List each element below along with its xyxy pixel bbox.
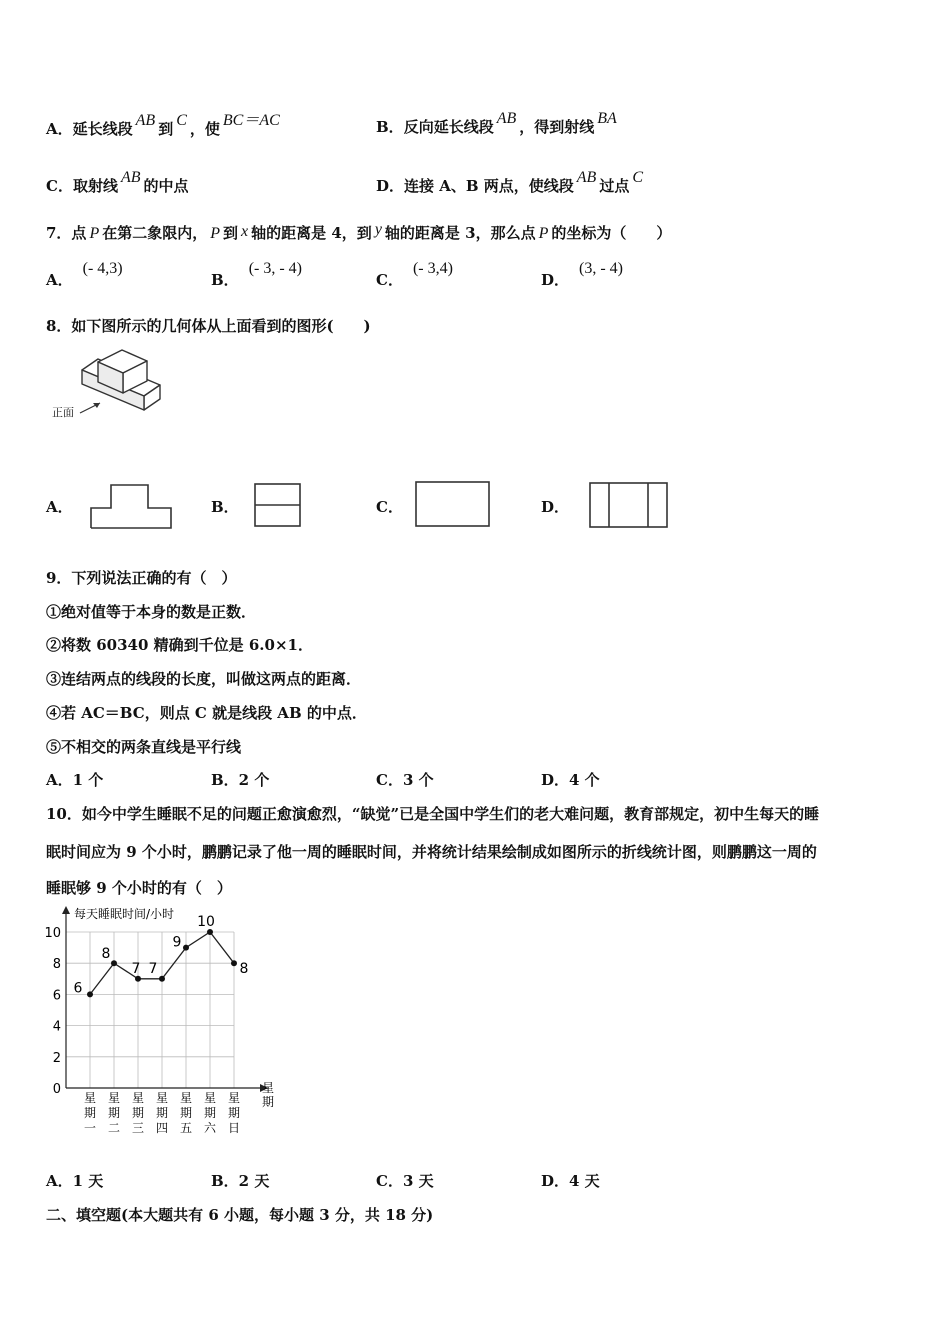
q9-option-b[interactable]: B．2 个 [211,771,270,789]
x-tick-char: 四 [155,1121,169,1135]
data-label: 7 [131,960,141,977]
q9-item: ④若 AC＝BC，则点 C 就是线段 AB 的中点． [46,704,367,722]
q6-option-a[interactable]: A．延长线段 AB 到 C ，使 BC＝AC [46,112,280,138]
x-tick-label [108,1091,120,1135]
data-label: 10 [197,914,215,930]
q10-stem-line1: 10．如今中学生睡眠不足的问题正愈演愈烈，“缺觉”已是全国中学生们的老大难问题，教育部规定，初中生每天的睡 [46,805,820,823]
data-point [111,960,117,966]
q9-item: ③连结两点的线段的长度，叫做这两点的距离． [46,670,362,688]
x-tick-char: 一 [83,1121,97,1135]
x-tick-char: 期 [155,1106,169,1120]
q9-item: ⑤不相交的两条直线是平行线 [46,738,242,756]
data-point [159,976,165,982]
x-tick-char: 期 [83,1106,97,1120]
x-tick-char: 星 [203,1091,217,1105]
y-tick-label: 10 [44,926,61,941]
q10-option-a[interactable]: A．1 天 [46,1172,104,1190]
q8-stem: 8．如下图所示的几何体从上面看到的图形( ) [46,317,371,335]
x-tick-char: 星 [107,1091,121,1105]
q10-option-c[interactable]: C．3 天 [376,1172,434,1190]
section-2-heading: 二、填空题(本大题共有 6 小题，每小题 3 分，共 18 分) [46,1206,434,1224]
q10-stem-line3: 睡眠够 9 个小时的有（ ） [46,879,232,897]
y-tick-label: 4 [52,1019,61,1035]
q7-option-b[interactable]: B．(- 3, - 4) [211,260,302,289]
q10-stem-line2: 眠时间应为 9 个小时，鹏鹏记录了他一周的睡眠时间，并将统计结果绘制成如图所示的折线统计图，则鹏鹏这一周的 [46,843,817,861]
q8-option-d[interactable]: D． [541,498,570,516]
q9-option-a[interactable]: A．1 个 [46,771,104,789]
x-tick-char: 星 [155,1091,169,1105]
x-tick-label [132,1091,144,1135]
x-axis-label-char: 期 [261,1095,275,1109]
x-tick-char: 期 [107,1106,121,1120]
q9-item: ①绝对值等于本身的数是正数． [46,603,257,621]
data-label: 9 [172,934,182,951]
x-tick-label [228,1091,240,1135]
q9-item: ②将数 60340 精确到千位是 6.0×1． [46,636,313,654]
q9-stem: 9．下列说法正确的有（ ） [46,569,237,587]
x-tick-char: 期 [179,1106,193,1120]
q7-option-a[interactable]: A．(- 4,3) [46,260,123,289]
x-axis-label [262,1081,274,1109]
x-tick-char: 星 [227,1091,241,1105]
x-tick-label [84,1091,96,1135]
data-point [183,945,189,951]
x-tick-char: 星 [131,1091,145,1105]
sleep-line-chart [40,900,290,1145]
x-tick-label [180,1091,192,1135]
chart-axes [62,906,268,1092]
x-tick-char: 六 [203,1121,217,1135]
x-tick-char: 期 [227,1106,241,1120]
x-tick-char: 星 [179,1091,193,1105]
q8-option-c[interactable]: C． [376,498,403,516]
data-label: 6 [73,980,83,997]
q6-option-d[interactable]: D．连接 A、B 两点，使线段 AB 过点 C [376,169,644,195]
q8-option-d-figure[interactable] [587,480,670,530]
data-label: 8 [101,946,111,963]
x-tick-char: 期 [203,1106,217,1120]
q8-option-c-figure[interactable] [414,479,492,529]
q10-option-d[interactable]: D．4 天 [541,1172,600,1190]
data-point [87,991,93,997]
front-view-label: 正面 [52,406,74,419]
x-axis-label-char: 星 [261,1081,275,1095]
q6-option-b[interactable]: B．反向延长线段 AB ，得到射线 BA [376,110,617,136]
x-tick-char: 期 [131,1106,145,1120]
q8-option-a-figure[interactable] [88,481,174,531]
y-tick-label: 6 [52,988,61,1004]
q7-option-c[interactable]: C．(- 3,4) [376,260,453,289]
q7-stem: 7．点 P 在第二象限内， P 到 x 轴的距离是 4，到 y 轴的距离是 3，那么点 P 的坐标为（ ） [46,221,672,242]
y-axis-label: 每天睡眠时间/小时 [74,907,175,921]
q6-option-c[interactable]: C．取射线 AB 的中点 [46,169,189,195]
x-tick-char: 二 [107,1121,121,1135]
x-tick-char: 星 [83,1091,97,1105]
y-tick-label: 2 [52,1050,61,1066]
x-tick-char: 五 [179,1121,193,1135]
q9-option-d[interactable]: D．4 个 [541,771,600,789]
q8-option-a[interactable]: A． [46,498,73,516]
x-tick-label [156,1091,168,1135]
x-tick-char: 三 [131,1121,145,1135]
q9-option-c[interactable]: C．3 个 [376,771,434,789]
data-label: 7 [148,960,158,977]
q7-option-d[interactable]: D．(3, - 4) [541,260,623,289]
x-tick-char: 日 [227,1121,241,1135]
chart-grid [66,932,234,1088]
data-label: 8 [239,961,249,978]
data-point [231,960,237,966]
q8-option-b[interactable]: B． [211,498,239,516]
x-tick-label [204,1091,217,1135]
y-tick-label: 0 [52,1082,61,1097]
y-tick-label: 8 [52,957,61,973]
q10-option-b[interactable]: B．2 天 [211,1172,270,1190]
q8-option-b-figure[interactable] [253,481,303,529]
